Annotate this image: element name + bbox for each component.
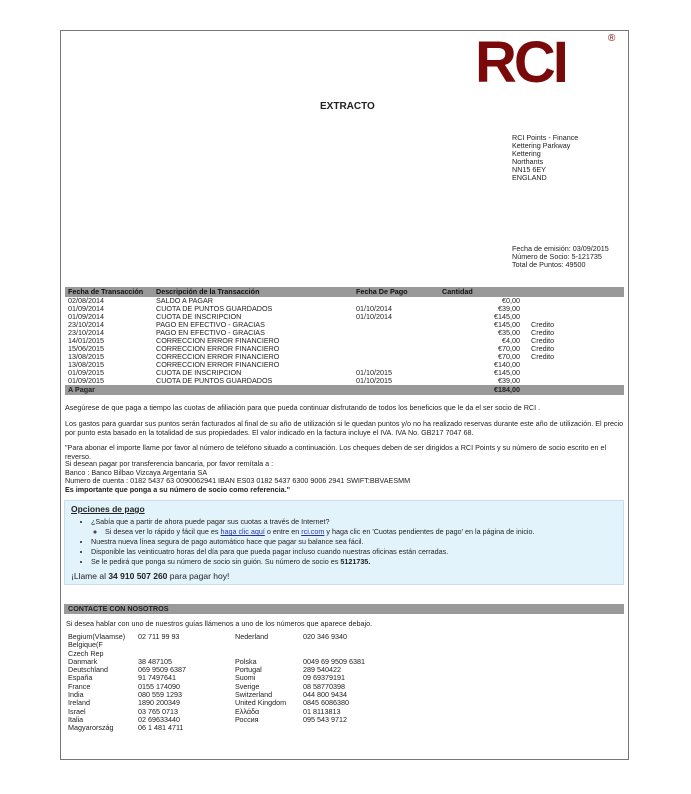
transaction-payment-date	[353, 345, 439, 353]
transaction-amount: €35,00	[498, 328, 520, 337]
transaction-description: CORRECCION ERROR FINANCIERO	[156, 360, 280, 369]
payment-suboption	[105, 527, 535, 537]
transaction-payment-date	[353, 329, 439, 337]
transaction-date: 13/08/2015	[68, 352, 104, 361]
contact-country: Czech Rep	[68, 648, 104, 658]
transaction-payment-date	[353, 353, 439, 361]
contact-phone: 38 487105	[138, 656, 172, 666]
transaction-date: 01/09/2015	[68, 376, 104, 385]
page-title: EXTRACTO	[320, 101, 375, 112]
contact-phone: 080 559 1293	[138, 690, 182, 700]
transaction-type	[523, 361, 624, 369]
contact-country: Россия	[235, 714, 259, 724]
contact-phone: 289 540422	[303, 665, 341, 675]
payment-option	[91, 557, 535, 567]
contact-country: Belgique(F	[68, 640, 103, 650]
option-text: Si desea ver lo rápido y fácil que es	[105, 527, 221, 536]
contact-header: CONTACTE CON NOSOTROS	[64, 604, 624, 614]
transaction-row	[65, 369, 624, 377]
transaction-date: 15/06/2015	[68, 344, 104, 353]
contact-intro: Si desea hablar con uno de nuestros guías llámenos a uno de los números que aparece debajo.	[66, 619, 373, 628]
transaction-type: Credito	[531, 320, 555, 329]
transaction-amount: €4,00	[502, 336, 520, 345]
col-payment-date: Fecha De Pago	[353, 287, 439, 297]
option-text: ¿Sabía que a partir de ahora puede pagar sus cuotas a través de Internet?	[91, 517, 330, 526]
contact-country: Sverige	[235, 681, 260, 691]
registered-mark: ®	[608, 33, 616, 44]
contact-phone: 08 58770398	[303, 681, 345, 691]
transaction-type	[523, 305, 624, 313]
transaction-row	[65, 297, 624, 305]
member-number: Número de Socio: 5-121735	[512, 252, 602, 261]
contact-row	[65, 633, 368, 641]
transaction-description: CORRECCION ERROR FINANCIERO	[156, 336, 280, 345]
contact-country: Begium(Vlaamse)	[68, 632, 126, 641]
call-text: ¡Llame al	[71, 571, 109, 581]
transaction-type: Credito	[531, 352, 555, 361]
transaction-payment-date: 01/10/2014	[356, 304, 392, 313]
total-amount: €184,00	[439, 385, 523, 395]
rci-com-link[interactable]: rci.com	[301, 527, 325, 536]
contact-table	[65, 633, 368, 733]
rci-logo: RCI	[475, 30, 566, 95]
transaction-type	[523, 369, 624, 377]
bank-intro: Si desean pagar por transferencia bancaria, por favor remítala a :	[65, 459, 274, 468]
contact-phone	[135, 641, 232, 649]
contact-country: Suomi	[235, 673, 256, 683]
contact-phone: 095 543 9712	[303, 714, 347, 724]
transaction-date: 02/08/2014	[68, 296, 104, 305]
click-here-link[interactable]: haga clic aquí	[220, 527, 265, 536]
transaction-amount: €145,00	[494, 312, 520, 321]
contact-phone: 02 711 99 93	[138, 632, 180, 641]
contact-country: France	[68, 681, 91, 691]
address-line: Kettering Parkway	[512, 141, 571, 150]
transaction-description: PAGO EN EFECTIVO - GRACIAS	[156, 320, 265, 329]
transaction-amount: €145,00	[494, 368, 520, 377]
transaction-type: Credito	[531, 336, 555, 345]
col-type	[523, 287, 624, 297]
contact-phone: 03 765 0713	[138, 706, 178, 716]
payment-option	[91, 517, 535, 537]
contact-phone: 069 9509 6387	[138, 665, 186, 675]
transaction-description: CORRECCION ERROR FINANCIERO	[156, 352, 280, 361]
reference-note: Es importante que ponga a su número de socio como referencia."	[65, 484, 291, 494]
transaction-row	[65, 305, 624, 313]
col-description: Descripción de la Transacción	[153, 287, 353, 297]
contact-country: Portugal	[235, 665, 262, 675]
contact-country: Danmark	[68, 656, 98, 666]
address-line: RCI Points - Finance	[512, 133, 579, 142]
contact-phone: 020 346 9340	[303, 632, 347, 641]
transaction-row	[65, 361, 624, 369]
transaction-amount: €70,00	[498, 344, 520, 353]
contact-phone	[300, 724, 368, 732]
contact-phone: 09 69379191	[303, 673, 345, 683]
transaction-date: 23/10/2014	[68, 320, 104, 329]
call-text: para pagar hoy!	[169, 571, 230, 581]
contact-country: Switzerland	[235, 690, 273, 700]
contact-country: Nederland	[235, 632, 269, 641]
transaction-amount: €0,00	[502, 296, 520, 305]
transaction-type: Credito	[531, 344, 555, 353]
total-points: Total de Puntos: 49500	[512, 260, 586, 269]
payment-option: • Nuestra nueva línea segura de pago automático hace que pagar su balance sea fácil.	[91, 537, 535, 547]
pay-phone: 34 910 507 260	[108, 571, 168, 581]
transaction-date: 14/01/2015	[68, 336, 104, 345]
contact-country: Deutschland	[68, 665, 108, 675]
transaction-date: 01/09/2014	[68, 312, 104, 321]
transaction-payment-date: 01/10/2015	[356, 368, 392, 377]
contact-country: Ελλάδα	[235, 706, 260, 716]
transaction-payment-date	[353, 321, 439, 329]
transaction-description: CUOTA DE INSCRIPCION	[156, 368, 242, 377]
transaction-row	[65, 353, 624, 361]
fees-paragraph: Los gastos para guardar sus puntos serán facturados al final de su año de utilización si le quedan puntos y/o no ha realizado reservas durante este año de utilización. El precio por punto esta basado en la totalidad de sus propiedades. El valor indicado en la factura incluye el IVA. IVA No. GB217 7047 68.	[65, 419, 624, 437]
transaction-date: 01/09/2015	[68, 368, 104, 377]
transaction-date: 01/09/2014	[68, 304, 104, 313]
payment-option: • Disponible las veinticuatro horas del día para que pueda pagar incluso cuando nuestras oficinas están cerradas.	[91, 547, 535, 557]
statement-info	[512, 245, 609, 269]
issue-date: Fecha de emisión: 03/09/2015	[512, 244, 609, 253]
address-line: NN15 6EY	[512, 165, 546, 174]
transaction-description: CORRECCION ERROR FINANCIERO	[156, 344, 280, 353]
payment-options-panel	[64, 500, 624, 585]
contact-country	[232, 724, 300, 732]
contact-country: Polska	[235, 656, 257, 666]
transaction-amount: €70,00	[498, 352, 520, 361]
bank-account: Numero de cuenta : 0182 5437 63 0090062941 IBAN ES03 0182 5437 6300 9006 2941 SWIFT:BBVAESMM	[65, 476, 411, 485]
contact-country: United Kingdom	[235, 698, 287, 708]
contact-phone: 0845 6086380	[303, 698, 349, 708]
transaction-amount: €140,00	[494, 360, 520, 369]
option-text: y haga clic en 'Cuotas pendientes de pago' en la página de inicio.	[324, 527, 535, 536]
contact-phone: 06 1 481 4711	[138, 723, 184, 733]
option-text: Se le pedirá que ponga su número de socio sin guión. Su número de socio es	[91, 557, 341, 566]
payment-options-title: Opciones de pago	[71, 504, 145, 514]
option-text: o entre en	[264, 527, 302, 536]
address-block	[512, 134, 578, 182]
contact-country: Italia	[68, 714, 84, 724]
contact-phone: 01 8113813	[303, 706, 341, 716]
contact-country: Israel	[68, 706, 86, 716]
transaction-date: 13/08/2015	[68, 360, 104, 369]
contact-phone: 0049 69 9509 6381	[303, 656, 365, 666]
contact-country: Magyarország	[68, 723, 114, 733]
transaction-description: CUOTA DE PUNTOS GUARDADOS	[156, 304, 273, 313]
contact-phone	[300, 641, 368, 649]
total-label: A Pagar	[65, 385, 153, 395]
address-line: Kettering	[512, 149, 541, 158]
contact-phone: 1890 200349	[138, 698, 180, 708]
contact-phone: 0155 174090	[138, 681, 180, 691]
col-date: Fecha de Transacción	[65, 287, 153, 297]
transaction-date: 23/10/2014	[68, 328, 104, 337]
transaction-type	[523, 377, 624, 385]
transaction-amount: €39,00	[498, 376, 520, 385]
contact-row	[65, 724, 368, 732]
member-id: 5121735.	[340, 557, 371, 566]
contact-country: India	[68, 690, 84, 700]
transaction-payment-date	[353, 337, 439, 345]
transaction-description: PAGO EN EFECTIVO - GRACIAS	[156, 328, 265, 337]
payment-paragraph: "Para abonar el importe llame por favor al número de teléfono situado a continuación. Los cheques deben de ser dirigidos a RCI Points y su número de socio escrito en el reverso.	[65, 443, 607, 461]
call-to-pay	[71, 571, 229, 581]
contact-country	[232, 641, 300, 649]
contact-phone: 044 800 9434	[303, 690, 347, 700]
transaction-amount: €145,00	[494, 320, 520, 329]
contact-phone: 91 7497641	[138, 673, 176, 683]
transactions-table	[65, 287, 624, 395]
bank-transfer-block	[65, 460, 625, 494]
col-amount: Cantidad	[439, 287, 523, 297]
contact-phone: 02 69633440	[138, 714, 180, 724]
transaction-type	[523, 297, 624, 305]
contact-country: Ireland	[68, 698, 90, 708]
transaction-description: CUOTA DE INSCRIPCION	[156, 312, 242, 321]
contact-row	[65, 641, 368, 649]
address-line: Northants	[512, 157, 544, 166]
transaction-row	[65, 377, 624, 385]
transaction-description: CUOTA DE PUNTOS GUARDADOS	[156, 376, 273, 385]
contact-country: España	[68, 673, 93, 683]
transaction-payment-date: 01/10/2014	[356, 312, 392, 321]
notice-paragraph: Asegúrese de que paga a tiempo las cuotas de afiliación para que pueda continuar disfrutando de todos los beneficios que le da el ser socio de RCI .	[65, 403, 541, 412]
transaction-type: Credito	[531, 328, 555, 337]
transaction-payment-date: 01/10/2015	[356, 376, 392, 385]
transaction-amount: €39,00	[498, 304, 520, 313]
address-line: ENGLAND	[512, 173, 547, 182]
transaction-description: SALDO A PAGAR	[156, 296, 213, 305]
bank-name: Banco : Banco Bilbao Vizcaya Argentaria SA	[65, 467, 208, 477]
